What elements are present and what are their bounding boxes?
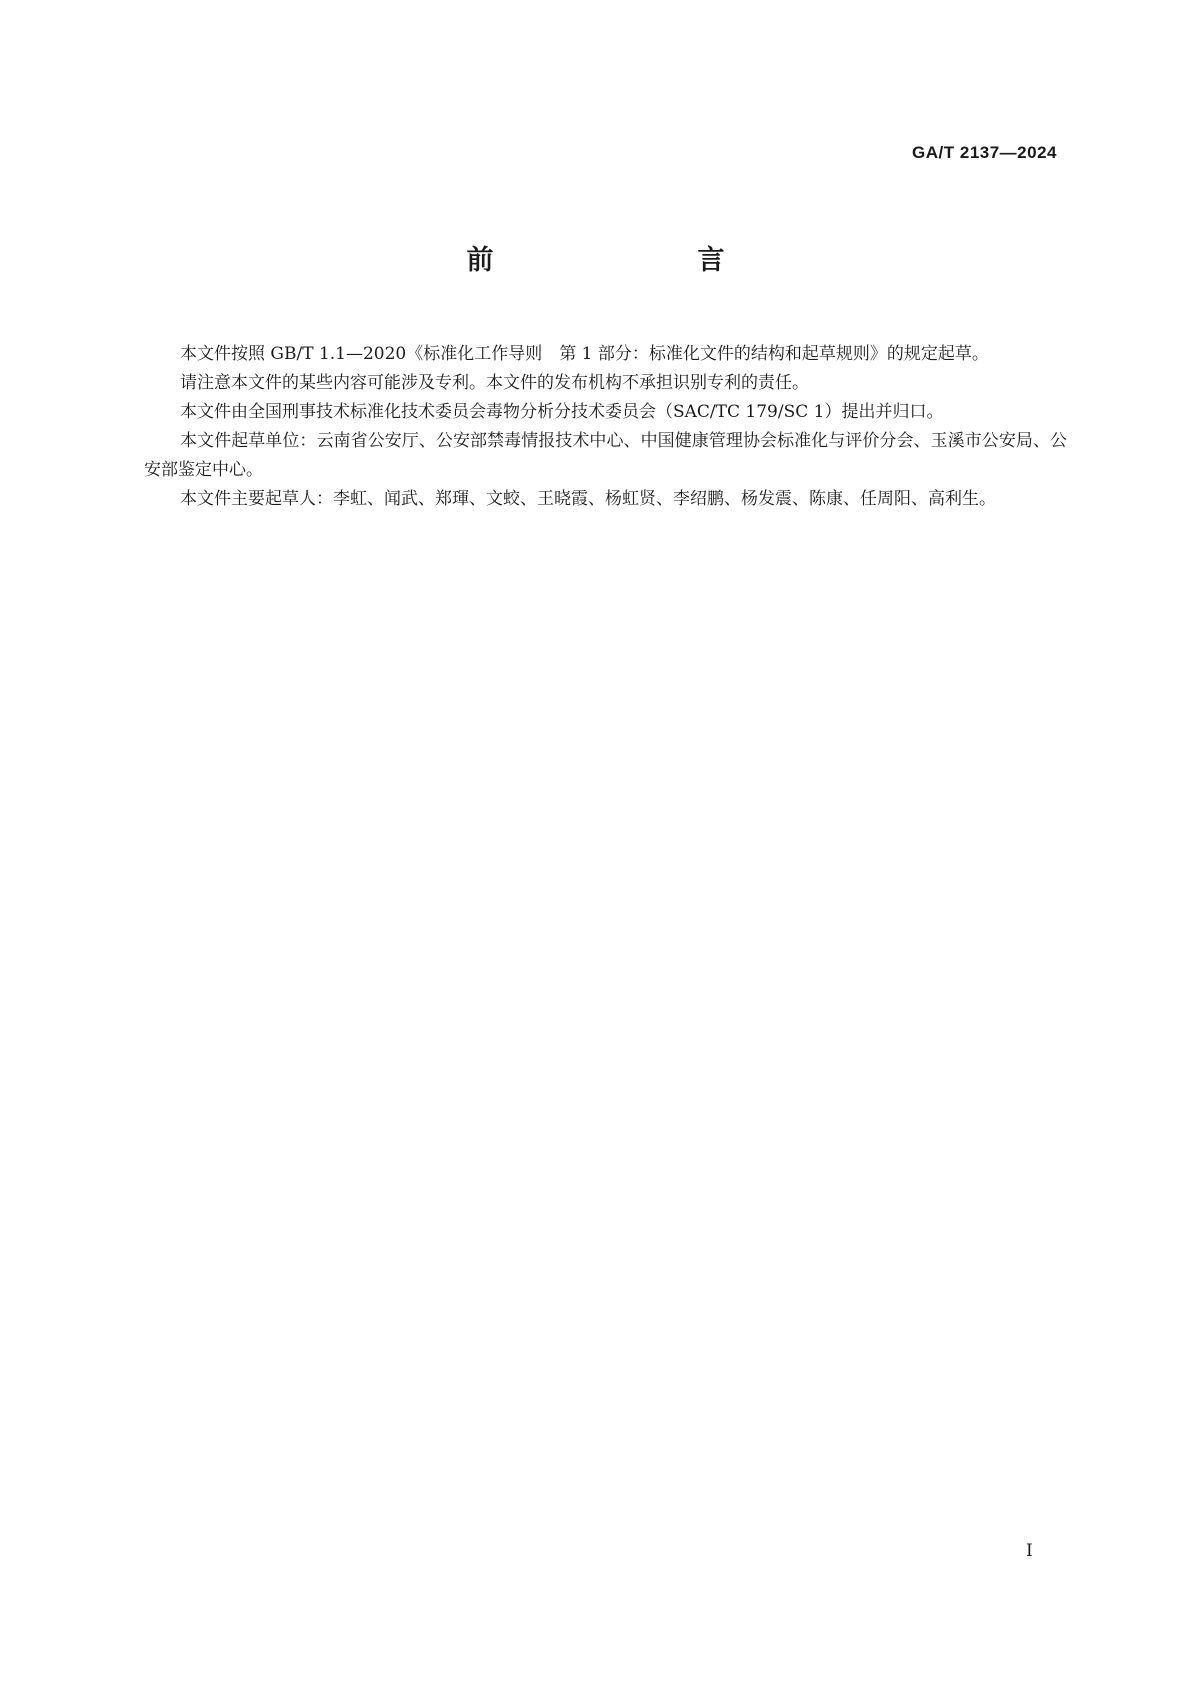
paragraph: 本文件由全国刑事技术标准化技术委员会毒物分析分技术委员会（SAC/TC 179/SC 1）提出并归口。 <box>180 402 944 422</box>
document-id: GA/T 2137—2024 <box>912 143 1057 162</box>
paragraph: 请注意本文件的某些内容可能涉及专利。本文件的发布机构不承担识别专利的责任。 <box>180 373 809 393</box>
page-number: I <box>1026 1541 1033 1561</box>
page-title: 前 言 <box>466 245 775 276</box>
paragraph: 本文件按照 GB/T 1.1—2020《标准化工作导则 第 1 部分：标准化文件的结构和起草规则》的规定起草。 <box>180 344 989 364</box>
foreword-body <box>144 340 1067 514</box>
paragraph: 本文件起草单位：云南省公安厅、公安部禁毒情报技术中心、中国健康管理协会标准化与评价分会、玉溪市公安局、公安部鉴定中心。 <box>144 431 1067 480</box>
paragraph: 本文件主要起草人：李虹、闻武、郑琿、文蛟、王晓霞、杨虹贤、李绍鹏、杨发震、陈康、任周阳、高利生。 <box>180 489 996 509</box>
